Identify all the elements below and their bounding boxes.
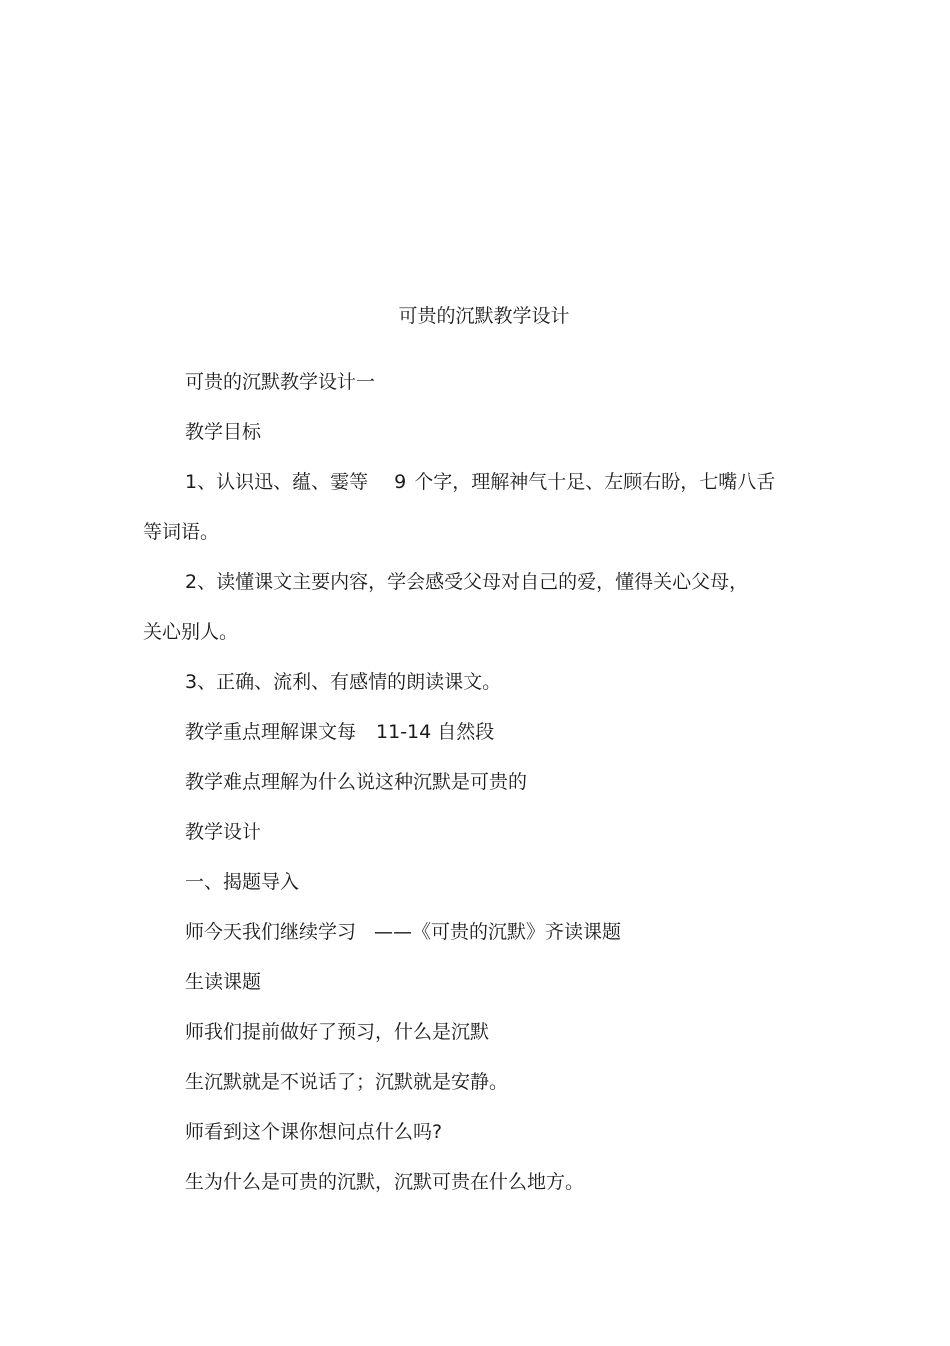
dialogue-teacher-1-dash: —— <box>374 921 413 943</box>
goal-3: 3、正确、流利、有感情的朗读课文。 <box>185 671 502 693</box>
teaching-difficulty: 教学难点理解为什么说这种沉默是可贵的 <box>185 771 528 793</box>
goal-2-line-2: 关心别人。 <box>143 621 239 643</box>
goal-2-line-1: 2、读懂课文主要内容，学会感受父母对自己的爱，懂得关心父母， <box>185 571 749 593</box>
heading-teaching-design: 教学设计 <box>185 821 262 843</box>
step-1-heading: 一、揭题导入 <box>185 871 300 893</box>
dialogue-teacher-1-after: 《可贵的沉默》齐读课题 <box>412 921 622 943</box>
dialogue-teacher-2: 师我们提前做好了预习，什么是沉默 <box>185 1021 490 1043</box>
goal-1-text-before: 1、认识迅、蕴、霎等 <box>185 471 369 493</box>
document-title: 可贵的沉默教学设计 <box>398 305 570 327</box>
goal-1-text-after: 个字，理解神气十足、左顾右盼，七嘴八舌 <box>414 471 776 493</box>
dialogue-student-1: 生读课题 <box>185 971 262 993</box>
teaching-key-point <box>185 718 494 746</box>
dialogue-student-3: 生为什么是可贵的沉默，沉默可贵在什么地方。 <box>185 1171 585 1193</box>
section-heading-design-one: 可贵的沉默教学设计一 <box>185 371 376 393</box>
dialogue-teacher-3: 师看到这个课你想问点什么吗? <box>185 1121 443 1143</box>
goal-1-line-1 <box>185 468 775 496</box>
heading-teaching-goals: 教学目标 <box>185 421 262 443</box>
dialogue-teacher-1-before: 师今天我们继续学习 <box>185 921 357 943</box>
key-point-number: 11-14 <box>376 721 432 743</box>
dialogue-teacher-1 <box>185 918 621 946</box>
goal-1-number: 9 <box>394 471 407 493</box>
key-point-text-before: 教学重点理解课文每 <box>185 721 357 743</box>
goal-1-line-2: 等词语。 <box>143 521 220 543</box>
dialogue-student-2: 生沉默就是不说话了；沉默就是安静。 <box>185 1071 509 1093</box>
key-point-text-after: 自然段 <box>437 721 495 743</box>
